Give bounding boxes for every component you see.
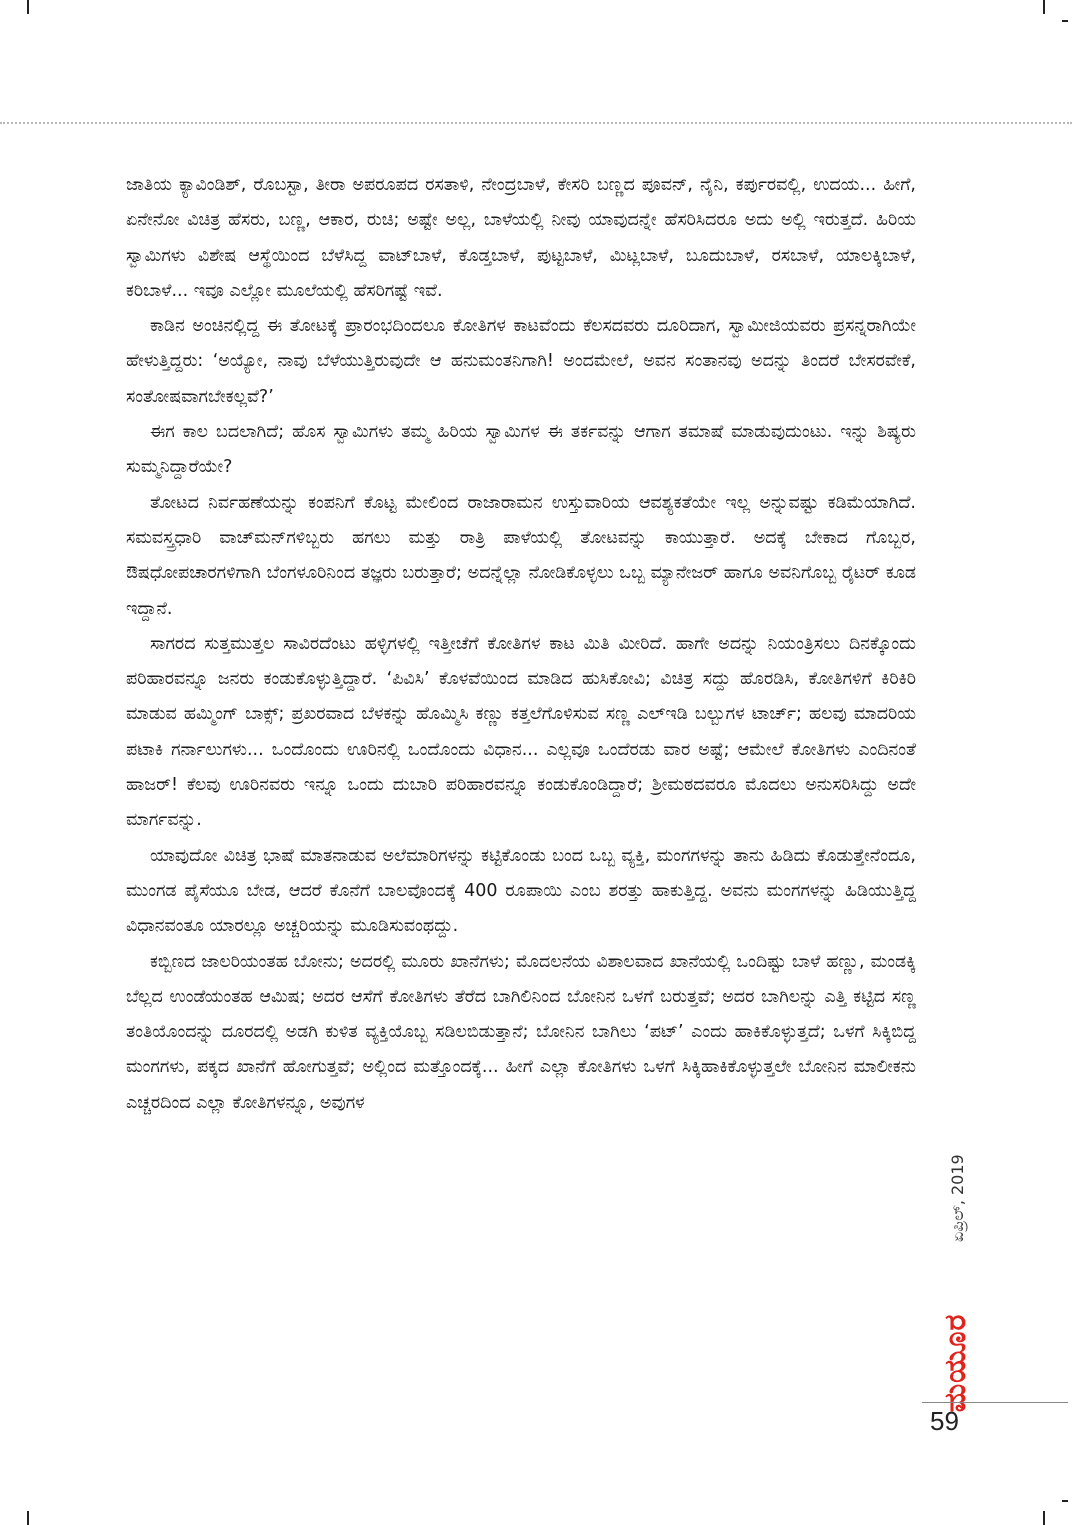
issue-date: ಏಪ್ರಿಲ್, 2019 xyxy=(948,1154,967,1242)
page-number-rule xyxy=(922,1402,1068,1403)
crop-mark-right-top xyxy=(1062,20,1068,22)
article-paragraph: ತೋಟದ ನಿರ್ವಹಣೆಯನ್ನು ಕಂಪನಿಗೆ ಕೊಟ್ಟ ಮೇಲಿಂದ ರಾಜಾರಾಮನ ಉಸ್ತುವಾರಿಯ ಆವಶ್ಯಕತೆಯೇ ಇಲ್ಲ ಅನ್ನುವಷ್ಟು ಕಡಿಮೆಯಾಗಿದೆ. ಸಮವಸ್ತ್ರಧಾರಿ ವಾಚ್‌ಮನ್‌ಗಳಿಬ್ಬರು ಹಗಲು ಮತ್ತು ರಾತ್ರಿ ಪಾಳೆಯಲ್ಲಿ ತೋಟವನ್ನು ಕಾಯುತ್ತಾರೆ. ಅದಕ್ಕೆ ಬೇಕಾದ ಗೊಬ್ಬರ, ಔಷಧೋಪಚಾರಗಳಿಗಾಗಿ ಬೆಂಗಳೂರಿನಿಂದ ತಜ್ಞರು ಬರುತ್ತಾರೆ; ಅದನ್ನೆಲ್ಲಾ ನೋಡಿಕೊಳ್ಳಲು ಒಬ್ಬ ಮ್ಯಾನೇಜರ್ ಹಾಗೂ ಅವನಿಗೊಬ್ಬ ರೈಟರ್ ಕೂಡ ಇದ್ದಾನೆ. xyxy=(126,492,916,619)
crop-mark-bottom-right xyxy=(1043,1511,1045,1525)
crop-mark-right-bottom xyxy=(1062,1500,1068,1502)
page-number: 59 xyxy=(930,1406,959,1436)
crop-mark-bottom-left xyxy=(27,1511,29,1525)
article-paragraph: ಈಗ ಕಾಲ ಬದಲಾಗಿದೆ; ಹೊಸ ಸ್ವಾಮಿಗಳು ತಮ್ಮ ಹಿರಿಯ ಸ್ವಾಮಿಗಳ ಈ ತರ್ಕವನ್ನು ಆಗಾಗ ತಮಾಷೆ ಮಾಡುವುದುಂಟು. ಇನ್ನು ಶಿಷ್ಯರು ಸುಮ್ಮನಿದ್ದಾರೆಯೇ? xyxy=(126,422,916,478)
masthead-logo: ಮಯೂರ xyxy=(938,1313,973,1413)
header-dotted-rule xyxy=(0,122,1072,124)
article-paragraph: ಯಾವುದೋ ವಿಚಿತ್ರ ಭಾಷೆ ಮಾತನಾಡುವ ಅಲೆಮಾರಿಗಳನ್ನು ಕಟ್ಟಿಕೊಂಡು ಬಂದ ಒಬ್ಬ ವ್ಯಕ್ತಿ, ಮಂಗಗಳನ್ನು ತಾನು ಹಿಡಿದು ಕೊಡುತ್ತೇನೆಂದೂ, ಮುಂಗಡ ಪೈಸೆಯೂ ಬೇಡ, ಆದರೆ ಕೊನೆಗೆ ಬಾಲವೊಂದಕ್ಕೆ 400 ರೂಪಾಯಿ ಎಂಬ ಶರತ್ತು ಹಾಕುತ್ತಿದ್ದ. ಅವನು ಮಂಗಗಳನ್ನು ಹಿಡಿಯುತ್ತಿದ್ದ ವಿಧಾನವಂತೂ ಯಾರಲ್ಲೂ ಅಚ್ಚರಿಯನ್ನು ಮೂಡಿಸುವಂಥದ್ದು. xyxy=(126,845,916,937)
crop-mark-top-right xyxy=(1043,0,1045,14)
article-paragraph: ಸಾಗರದ ಸುತ್ತಮುತ್ತಲ ಸಾವಿರದೆಂಟು ಹಳ್ಳಿಗಳಲ್ಲಿ ಇತ್ತೀಚೆಗೆ ಕೋತಿಗಳ ಕಾಟ ಮಿತಿ ಮೀರಿದೆ. ಹಾಗೇ ಅದನ್ನು ನಿಯಂತ್ರಿಸಲು ದಿನಕ್ಕೊಂದು ಪರಿಹಾರವನ್ನೂ ಜನರು ಕಂಡುಕೊಳ್ಳುತ್ತಿದ್ದಾರೆ. ‘ಪಿವಿಸಿ’ ಕೊಳವೆಯಿಂದ ಮಾಡಿದ ಹುಸಿಕೋವಿ; ವಿಚಿತ್ರ ಸದ್ದು ಹೊರಡಿಸಿ, ಕೋತಿಗಳಿಗೆ ಕಿರಿಕಿರಿ ಮಾಡುವ ಹಮ್ಮಿಂಗ್ ಬಾಕ್ಸ್; ಪ್ರಖರವಾದ ಬೆಳಕನ್ನು ಹೊಮ್ಮಿಸಿ ಕಣ್ಣು ಕತ್ತಲೆಗೊಳಿಸುವ ಸಣ್ಣ ಎಲ್‌ಇಡಿ ಬಲ್ಬುಗಳ ಟಾರ್ಚ್; ಹಲವು ಮಾದರಿಯ ಪಟಾಕಿ ಗರ್ನಾಲುಗಳು... ಒಂದೊಂದು ಊರಿನಲ್ಲಿ ಒಂದೊಂದು ವಿಧಾನ... ಎಲ್ಲವೂ ಒಂದೆರಡು ವಾರ ಅಷ್ಟೆ; ಆಮೇಲೆ ಕೋತಿಗಳು ಎಂದಿನಂತೆ ಹಾಜರ್! ಕೆಲವು ಊರಿನವರು ಇನ್ನೂ ಒಂದು ದುಬಾರಿ ಪರಿಹಾರವನ್ನೂ ಕಂಡುಕೊಂಡಿದ್ದಾರೆ; ಶ್ರೀಮಠದವರೂ ಮೊದಲು ಅನುಸರಿಸಿದ್ದು ಅದೇ ಮಾರ್ಗವನ್ನು. xyxy=(126,633,916,831)
article-paragraph: ಜಾತಿಯ ಕ್ಯಾವಿಂಡಿಶ್, ರೊಬಸ್ಟಾ, ತೀರಾ ಅಪರೂಪದ ರಸತಾಳಿ, ನೇಂದ್ರಬಾಳೆ, ಕೇಸರಿ ಬಣ್ಣದ ಪೂವನ್, ನೈನಿ, ಕರ್ಪುರವಲ್ಲಿ, ಉದಯ... ಹೀಗೆ, ಏನೇನೋ ವಿಚಿತ್ರ ಹೆಸರು, ಬಣ್ಣ, ಆಕಾರ, ರುಚಿ; ಅಷ್ಟೇ ಅಲ್ಲ, ಬಾಳೆಯಲ್ಲಿ ನೀವು ಯಾವುದನ್ನೇ ಹೆಸರಿಸಿದರೂ ಅದು ಅಲ್ಲಿ ಇರುತ್ತದೆ. ಹಿರಿಯ ಸ್ವಾಮಿಗಳು ವಿಶೇಷ ಆಸ್ಥೆಯಿಂದ ಬೆಳೆಸಿದ್ದ ವಾಟ್‌ಬಾಳೆ, ಕೊಡ್ತಬಾಳೆ, ಪುಟ್ಟಬಾಳೆ, ಮಿಟ್ಲಬಾಳೆ, ಬೂದುಬಾಳೆ, ರಸಬಾಳೆ, ಯಾಲಕ್ಕಿಬಾಳೆ, ಕರಿಬಾಳೆ... ಇವೂ ಎಲ್ಲೋ ಮೂಲೆಯಲ್ಲಿ ಹೆಸರಿಗಷ್ಟೆ ಇವೆ. xyxy=(126,175,916,301)
article-paragraph: ಕಬ್ಬಿಣದ ಜಾಲರಿಯಂತಹ ಬೋನು; ಅದರಲ್ಲಿ ಮೂರು ಖಾನೆಗಳು; ಮೊದಲನೆಯ ವಿಶಾಲವಾದ ಖಾನೆಯಲ್ಲಿ ಒಂದಿಷ್ಟು ಬಾಳೆ ಹಣ್ಣು, ಮಂಡಕ್ಕಿ ಬೆಲ್ಲದ ಉಂಡೆಯಂತಹ ಆಮಿಷ; ಅದರ ಆಸೆಗೆ ಕೋತಿಗಳು ತೆರೆದ ಬಾಗಿಲಿನಿಂದ ಬೋನಿನ ಒಳಗೆ ಬರುತ್ತವೆ; ಅದರ ಬಾಗಿಲನ್ನು ಎತ್ತಿ ಕಟ್ಟಿದ ಸಣ್ಣ ತಂತಿಯೊಂದನ್ನು ದೂರದಲ್ಲಿ ಅಡಗಿ ಕುಳಿತ ವ್ಯಕ್ತಿಯೊಬ್ಬ ಸಡಿಲಬಿಡುತ್ತಾನೆ; ಬೋನಿನ ಬಾಗಿಲು ‘ಪಟ್’ ಎಂದು ಹಾಕಿಕೊಳ್ಳುತ್ತದೆ; ಒಳಗೆ ಸಿಕ್ಕಿಬಿದ್ದ ಮಂಗಗಳು, ಪಕ್ಕದ ಖಾನೆಗೆ ಹೋಗುತ್ತವೆ; ಅಲ್ಲಿಂದ ಮತ್ತೊಂದಕ್ಕೆ... ಹೀಗೆ ಎಲ್ಲಾ ಕೋತಿಗಳು ಒಳಗೆ ಸಿಕ್ಕಿಹಾಕಿಕೊಳ್ಳುತ್ತಲೇ ಬೋನಿನ ಮಾಲೀಕನು ಎಚ್ಚರದಿಂದ ಎಲ್ಲಾ ಕೋತಿಗಳನ್ನೂ, ಅವುಗಳ xyxy=(126,951,916,1113)
article-body xyxy=(126,168,916,1121)
crop-mark-top-left xyxy=(27,0,29,14)
article-paragraph: ಕಾಡಿನ ಅಂಚಿನಲ್ಲಿದ್ದ ಈ ತೋಟಕ್ಕೆ ಪ್ರಾರಂಭದಿಂದಲೂ ಕೋತಿಗಳ ಕಾಟವೆಂದು ಕೆಲಸದವರು ದೂರಿದಾಗ, ಸ್ವಾಮೀಜಿಯವರು ಪ್ರಸನ್ನರಾಗಿಯೇ ಹೇಳುತ್ತಿದ್ದರು: ‘ಅಯ್ಯೋ, ನಾವು ಬೆಳೆಯುತ್ತಿರುವುದೇ ಆ ಹನುಮಂತನಿಗಾಗಿ! ಅಂದಮೇಲೆ, ಅವನ ಸಂತಾನವು ಅದನ್ನು ತಿಂದರೆ ಬೇಸರವೇಕೆ, ಸಂತೋಷವಾಗಬೇಕಲ್ಲವೆ?’ xyxy=(126,316,916,407)
